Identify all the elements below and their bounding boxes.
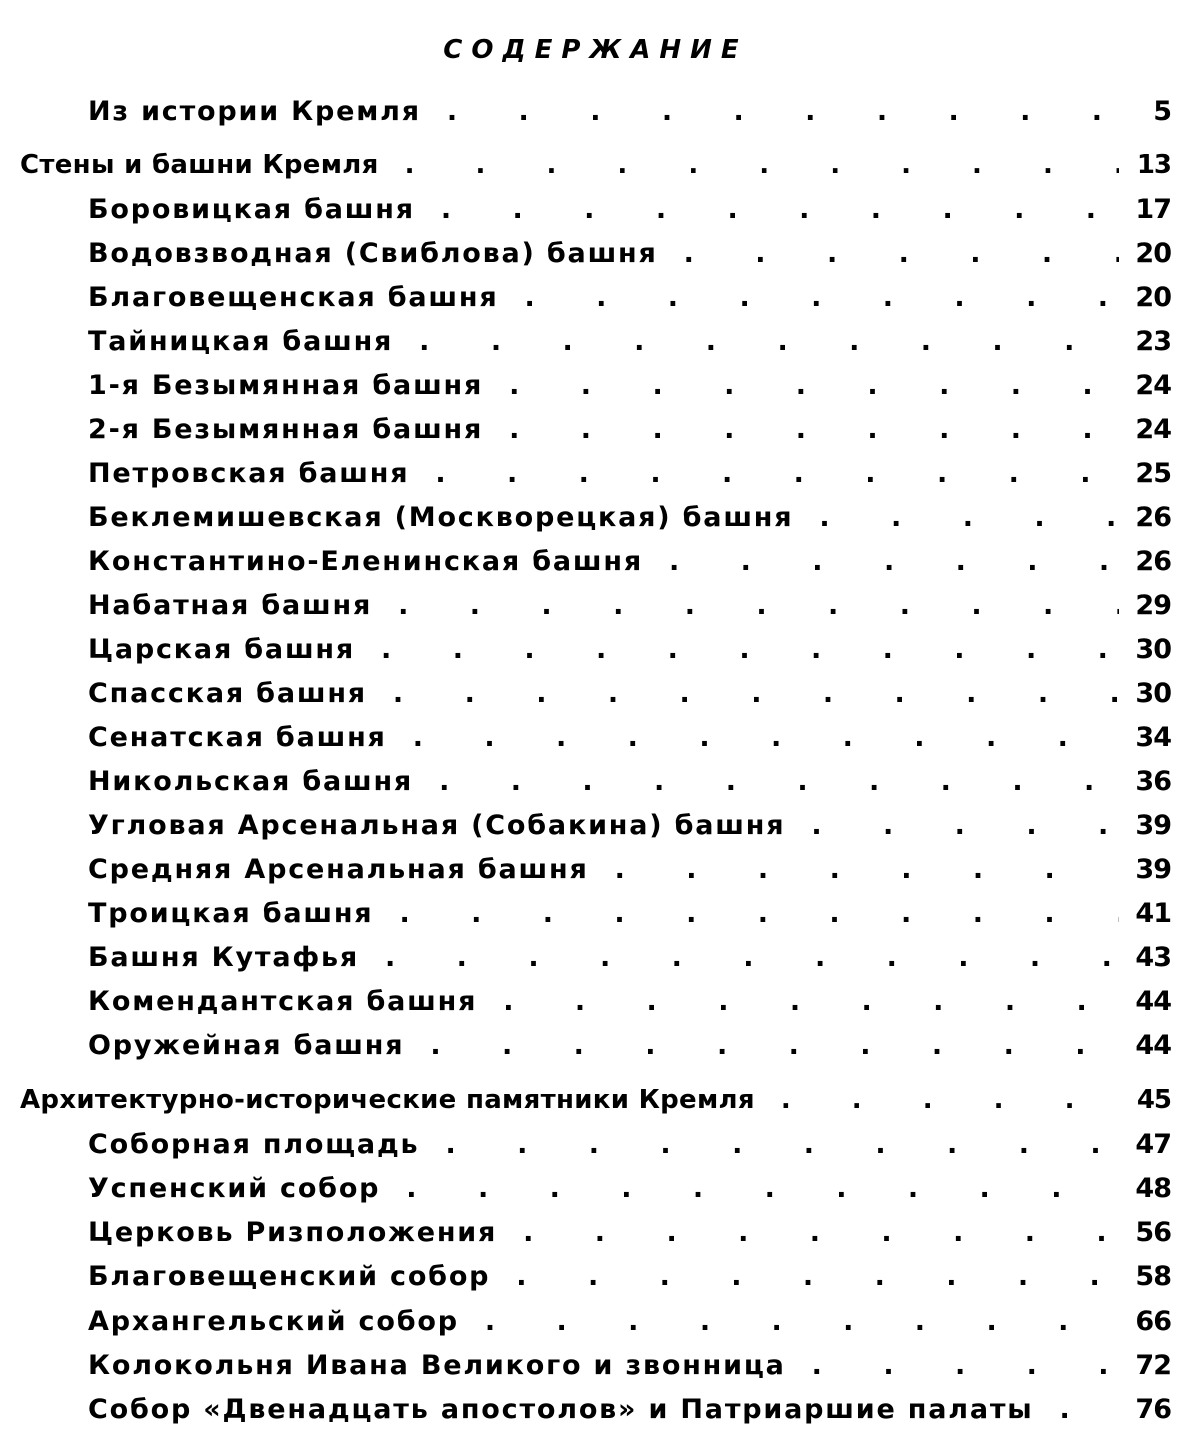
- toc-entry-label: Угловая Арсенальная (Собакина) башня: [88, 810, 786, 841]
- toc-entry-label: Тайницкая башня: [88, 326, 394, 357]
- toc-entry-page: 48: [1135, 1173, 1171, 1204]
- toc-entry-label: Спасская башня: [88, 678, 367, 709]
- dot-leader: [524, 278, 1119, 318]
- toc-entry: [88, 454, 1171, 494]
- dot-leader: [516, 1257, 1119, 1297]
- dot-leader: [447, 92, 1119, 132]
- toc-section-heading: [20, 1080, 1171, 1120]
- toc-entry-label: Царская башня: [88, 634, 356, 665]
- toc-entry-page: 26: [1135, 546, 1171, 577]
- toc-entry-label: Набатная башня: [88, 590, 373, 621]
- toc-entry: [88, 674, 1171, 714]
- dot-leader: [811, 806, 1119, 846]
- toc-entry: [88, 762, 1171, 802]
- dot-leader: [509, 366, 1119, 406]
- dot-leader: [413, 718, 1119, 758]
- toc-entry-page: 72: [1135, 1350, 1171, 1381]
- toc-entry-page: 45: [1136, 1085, 1171, 1115]
- toc-entry: [88, 586, 1171, 626]
- toc-entry: [88, 718, 1171, 758]
- dot-leader: [503, 982, 1119, 1022]
- toc-entry: [88, 1302, 1171, 1342]
- toc-entry-page: 30: [1135, 678, 1171, 709]
- toc-entry-label: 2-я Безымянная башня: [88, 414, 484, 445]
- toc-entry-page: 24: [1135, 370, 1171, 401]
- toc-entry-page: 24: [1135, 414, 1171, 445]
- dot-leader: [398, 586, 1119, 626]
- toc-entry-page: 26: [1135, 502, 1171, 533]
- dot-leader: [445, 1125, 1119, 1165]
- dot-leader: [435, 454, 1119, 494]
- toc-entry-label: Средняя Арсенальная башня: [88, 854, 589, 885]
- dot-leader: [405, 145, 1119, 185]
- toc-entry: [88, 982, 1171, 1022]
- dot-leader: [430, 1026, 1119, 1066]
- toc-entry: [88, 938, 1171, 978]
- toc-entry-page: 39: [1135, 854, 1171, 885]
- dot-leader: [812, 1346, 1119, 1386]
- toc-entry: [88, 366, 1171, 406]
- toc-entry-label: Успенский собор: [88, 1173, 381, 1204]
- toc-entry-page: 44: [1135, 986, 1171, 1017]
- toc-entry-page: 29: [1135, 590, 1171, 621]
- toc-entry: [88, 498, 1171, 538]
- toc-entry: [88, 542, 1171, 582]
- toc-entry-label: Петровская башня: [88, 458, 410, 489]
- dot-leader: [1060, 1390, 1119, 1430]
- toc-entry-page: 17: [1135, 194, 1171, 225]
- toc-entry-page: 20: [1135, 282, 1171, 313]
- dot-leader: [819, 498, 1119, 538]
- toc-entry: [88, 234, 1171, 274]
- toc-entry: [88, 630, 1171, 670]
- dot-leader: [439, 762, 1119, 802]
- toc-entry-page: 23: [1135, 326, 1171, 357]
- toc-entry-label: Беклемишевская (Москворецкая) башня: [88, 502, 794, 533]
- toc-entry-label: Церковь Ризположения: [88, 1217, 498, 1248]
- dot-leader: [385, 938, 1119, 978]
- toc-entry: [88, 278, 1171, 318]
- dot-leader: [669, 542, 1119, 582]
- dot-leader: [399, 894, 1119, 934]
- toc-entry: [88, 410, 1171, 450]
- toc-entry-page: 41: [1135, 898, 1171, 929]
- toc-entry-page: 25: [1135, 458, 1171, 489]
- dot-leader: [615, 850, 1119, 890]
- toc-entry-label: Колокольня Ивана Великого и звонница: [88, 1350, 786, 1381]
- dot-leader: [419, 322, 1119, 362]
- toc-entry-label: Константино-Еленинская башня: [88, 546, 643, 577]
- toc-entry-page: 47: [1135, 1129, 1171, 1160]
- dot-leader: [393, 674, 1119, 714]
- toc-entry: [88, 1026, 1171, 1066]
- toc-entry-label: Никольская башня: [88, 766, 414, 797]
- toc-section-heading: [20, 145, 1171, 185]
- toc-entry-page: 58: [1135, 1261, 1171, 1292]
- toc-entry: [88, 850, 1171, 890]
- toc-entry-label: Башня Кутафья: [88, 942, 360, 973]
- toc-section-label: Стены и башни Кремля: [20, 150, 379, 180]
- toc-entry: [88, 1390, 1171, 1430]
- toc-entry-label: Троицкая башня: [88, 898, 374, 929]
- toc-entry-label: Соборная площадь: [88, 1129, 420, 1160]
- toc-entry: [88, 190, 1171, 230]
- toc-entry-page: 5: [1153, 96, 1171, 127]
- toc-entry-page: 76: [1135, 1394, 1171, 1425]
- toc-entry-label: Благовещенский собор: [88, 1261, 491, 1292]
- toc-entry-page: 13: [1136, 150, 1171, 180]
- page-title: СОДЕРЖАНИЕ: [443, 35, 748, 65]
- toc-entry-page: 39: [1135, 810, 1171, 841]
- dot-leader: [781, 1080, 1119, 1120]
- toc-entry: [88, 1125, 1171, 1165]
- toc-section-label: Архитектурно-исторические памятники Кремля: [20, 1085, 755, 1115]
- toc-entry-page: 20: [1135, 238, 1171, 269]
- toc-entry-label: Водовзводная (Свиблова) башня: [88, 238, 658, 269]
- dot-leader: [523, 1213, 1119, 1253]
- dot-leader: [406, 1169, 1119, 1209]
- toc-entry-page: 66: [1135, 1306, 1171, 1337]
- toc-entry-label: Благовещенская башня: [88, 282, 499, 313]
- dot-leader: [441, 190, 1119, 230]
- toc-entry-label: Оружейная башня: [88, 1030, 405, 1061]
- toc-entry: [88, 894, 1171, 934]
- toc-entry: [88, 1346, 1171, 1386]
- toc-entry-label: Боровицкая башня: [88, 194, 415, 225]
- toc-entry-page: 43: [1135, 942, 1171, 973]
- toc-entry-label: Из истории Кремля: [88, 96, 421, 127]
- toc-entry-label: Комендантская башня: [88, 986, 478, 1017]
- toc-entry: [88, 1213, 1171, 1253]
- toc-entry-page: 36: [1135, 766, 1171, 797]
- toc-entry: [88, 322, 1171, 362]
- toc-entry-page: 30: [1135, 634, 1171, 665]
- toc-entry-page: 34: [1135, 722, 1171, 753]
- toc-entry: [88, 92, 1171, 132]
- toc-entry-label: Архангельский собор: [88, 1306, 459, 1337]
- toc-entry-label: Собор «Двенадцать апостолов» и Патриаршие палаты: [88, 1394, 1034, 1425]
- toc-entry-label: 1-я Безымянная башня: [88, 370, 484, 401]
- toc-entry-label: Сенатская башня: [88, 722, 387, 753]
- dot-leader: [485, 1302, 1119, 1342]
- dot-leader: [684, 234, 1119, 274]
- toc-entry-page: 44: [1135, 1030, 1171, 1061]
- toc-entry: [88, 1257, 1171, 1297]
- toc-entry: [88, 806, 1171, 846]
- toc-entry-page: 56: [1135, 1217, 1171, 1248]
- dot-leader: [509, 410, 1119, 450]
- dot-leader: [381, 630, 1119, 670]
- toc-entry: [88, 1169, 1171, 1209]
